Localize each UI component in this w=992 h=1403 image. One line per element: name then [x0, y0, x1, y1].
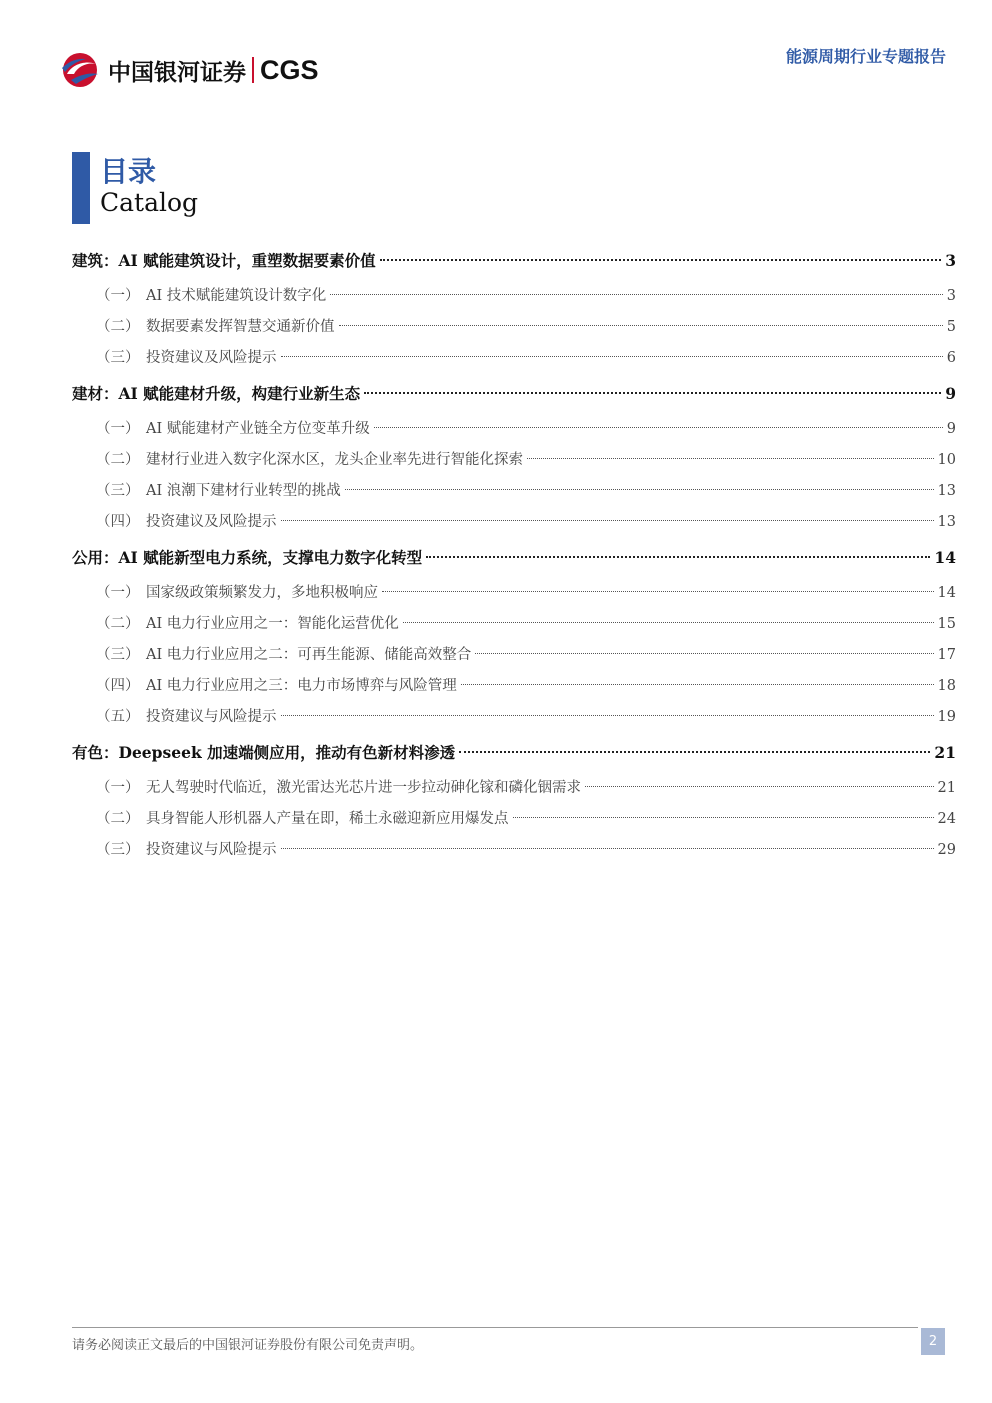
toc-dot-leader: [513, 817, 934, 818]
toc-section-entry[interactable]: [72, 476, 956, 507]
toc-dot-leader: [380, 259, 942, 261]
toc-entry-label: AI 电力行业应用之三：电力市场博弈与风险管理: [146, 678, 457, 694]
galaxy-logo-icon: [58, 50, 102, 90]
company-logo: [58, 50, 319, 90]
toc-dot-leader: [339, 325, 943, 326]
toc-entry-label: 有色：Deepseek 加速端侧应用，推动有色新材料渗透: [72, 743, 456, 762]
toc-entry-label: 投资建议与风险提示: [146, 842, 277, 858]
logo-separator: [252, 57, 254, 83]
logo-english-text: CGS: [260, 54, 319, 85]
toc-chapter-entry[interactable]: [72, 245, 956, 277]
toc-page-number: 9: [945, 384, 956, 403]
toc-entry-label: AI 技术赋能建筑设计数字化: [146, 288, 327, 304]
toc-section-number: （一）: [96, 421, 140, 437]
toc-dot-leader: [330, 294, 942, 295]
toc-section-number: （四）: [96, 678, 140, 694]
toc-entry-label: 数据要素发挥智慧交通新价值: [146, 319, 335, 335]
toc-dot-leader: [459, 751, 930, 753]
toc-dot-leader: [403, 622, 934, 623]
toc-section-entry[interactable]: [72, 414, 956, 445]
logo-chinese-text: 中国银河证券: [108, 59, 246, 86]
toc-section-number: （二）: [96, 811, 140, 827]
toc-section-number: （一）: [96, 780, 140, 796]
toc-dot-leader: [426, 556, 930, 558]
toc-entry-label: 投资建议及风险提示: [146, 350, 277, 366]
toc-entry-label: AI 电力行业应用之一：智能化运营优化: [146, 616, 399, 632]
toc-entry-label: 无人驾驶时代临近，激光雷达光芯片进一步拉动砷化镓和磷化铟需求: [146, 780, 581, 796]
toc-page-number: 24: [937, 811, 956, 827]
toc-section-number: （三）: [96, 842, 140, 858]
page-number-badge: 2: [921, 1328, 945, 1355]
toc-section-number: （二）: [96, 452, 140, 468]
report-type-label: 能源周期行业专题报告: [785, 47, 946, 66]
toc-dot-leader: [382, 591, 934, 592]
toc-page-number: 10: [937, 452, 956, 468]
toc-section-entry[interactable]: [72, 507, 956, 538]
toc-entry-label: 投资建议与风险提示: [146, 709, 277, 725]
toc-section-entry[interactable]: [72, 609, 956, 640]
toc-page-number: 3: [945, 251, 956, 270]
toc-chapter-entry[interactable]: [72, 378, 956, 410]
toc-entry-label: 投资建议及风险提示: [146, 514, 277, 530]
toc-page-number: 29: [937, 842, 956, 858]
toc-page-number: 13: [937, 483, 956, 499]
toc-entry-label: 国家级政策频繁发力，多地积极响应: [146, 585, 378, 601]
toc-chapter-entry[interactable]: [72, 542, 956, 574]
toc-dot-leader: [374, 427, 943, 428]
toc-page-number: 13: [937, 514, 956, 530]
toc-section-number: （二）: [96, 319, 140, 335]
toc-dot-leader: [345, 489, 934, 490]
toc-page-number: 21: [934, 743, 956, 762]
toc-section-entry[interactable]: [72, 578, 956, 609]
toc-dot-leader: [461, 684, 934, 685]
toc-section-number: （三）: [96, 647, 140, 663]
toc-page-number: 15: [937, 616, 956, 632]
toc-section-number: （四）: [96, 514, 140, 530]
toc-chapter-entry[interactable]: [72, 737, 956, 769]
toc-entry-label: 建材：AI 赋能建材升级，构建行业新生态: [72, 384, 361, 403]
toc-section-number: （三）: [96, 350, 140, 366]
toc-section-entry[interactable]: [72, 773, 956, 804]
toc-page-number: 14: [934, 548, 956, 567]
toc-section-entry[interactable]: [72, 702, 956, 733]
toc-entry-label: AI 浪潮下建材行业转型的挑战: [146, 483, 341, 499]
toc-entry-label: AI 赋能建材产业链全方位变革升级: [146, 421, 370, 437]
footer-divider: [72, 1327, 918, 1328]
catalog-title-en: Catalog: [100, 188, 199, 217]
toc-page-number: 9: [946, 421, 956, 437]
toc-section-entry[interactable]: [72, 312, 956, 343]
toc-page-number: 17: [937, 647, 956, 663]
toc-section-entry[interactable]: [72, 671, 956, 702]
toc-page-number: 18: [937, 678, 956, 694]
toc-page-number: 3: [946, 288, 956, 304]
toc-section-number: （一）: [96, 585, 140, 601]
toc-section-entry[interactable]: [72, 445, 956, 476]
table-of-contents: [72, 245, 956, 866]
toc-entry-label: AI 电力行业应用之二：可再生能源、储能高效整合: [146, 647, 472, 663]
toc-dot-leader: [281, 848, 934, 849]
toc-entry-label: 建筑：AI 赋能建筑设计，重塑数据要素价值: [72, 251, 376, 270]
toc-dot-leader: [475, 653, 933, 654]
toc-section-number: （三）: [96, 483, 140, 499]
toc-dot-leader: [585, 786, 934, 787]
toc-section-entry[interactable]: [72, 804, 956, 835]
toc-page-number: 14: [937, 585, 956, 601]
toc-section-entry[interactable]: [72, 640, 956, 671]
toc-dot-leader: [527, 458, 934, 459]
toc-dot-leader: [364, 392, 941, 394]
page-header: [0, 0, 992, 110]
toc-section-entry[interactable]: [72, 835, 956, 866]
toc-dot-leader: [281, 356, 943, 357]
toc-entry-label: 建材行业进入数字化深水区，龙头企业率先进行智能化探索: [146, 452, 523, 468]
toc-dot-leader: [281, 520, 934, 521]
toc-page-number: 5: [946, 319, 956, 335]
catalog-title-cn: 目录: [100, 155, 157, 188]
toc-section-number: （一）: [96, 288, 140, 304]
toc-entry-label: 公用：AI 赋能新型电力系统，支撑电力数字化转型: [72, 548, 423, 567]
toc-page-number: 19: [937, 709, 956, 725]
toc-section-entry[interactable]: [72, 281, 956, 312]
toc-entry-label: 具身智能人形机器人产量在即，稀土永磁迎新应用爆发点: [146, 811, 509, 827]
toc-section-number: （二）: [96, 616, 140, 632]
title-accent-bar: [72, 152, 90, 224]
toc-section-number: （五）: [96, 709, 140, 725]
toc-page-number: 21: [937, 780, 956, 796]
footer-disclaimer: 请务必阅读正文最后的中国银河证券股份有限公司免责声明。: [72, 1338, 424, 1353]
toc-dot-leader: [281, 715, 934, 716]
toc-page-number: 6: [946, 350, 956, 366]
toc-section-entry[interactable]: [72, 343, 956, 374]
